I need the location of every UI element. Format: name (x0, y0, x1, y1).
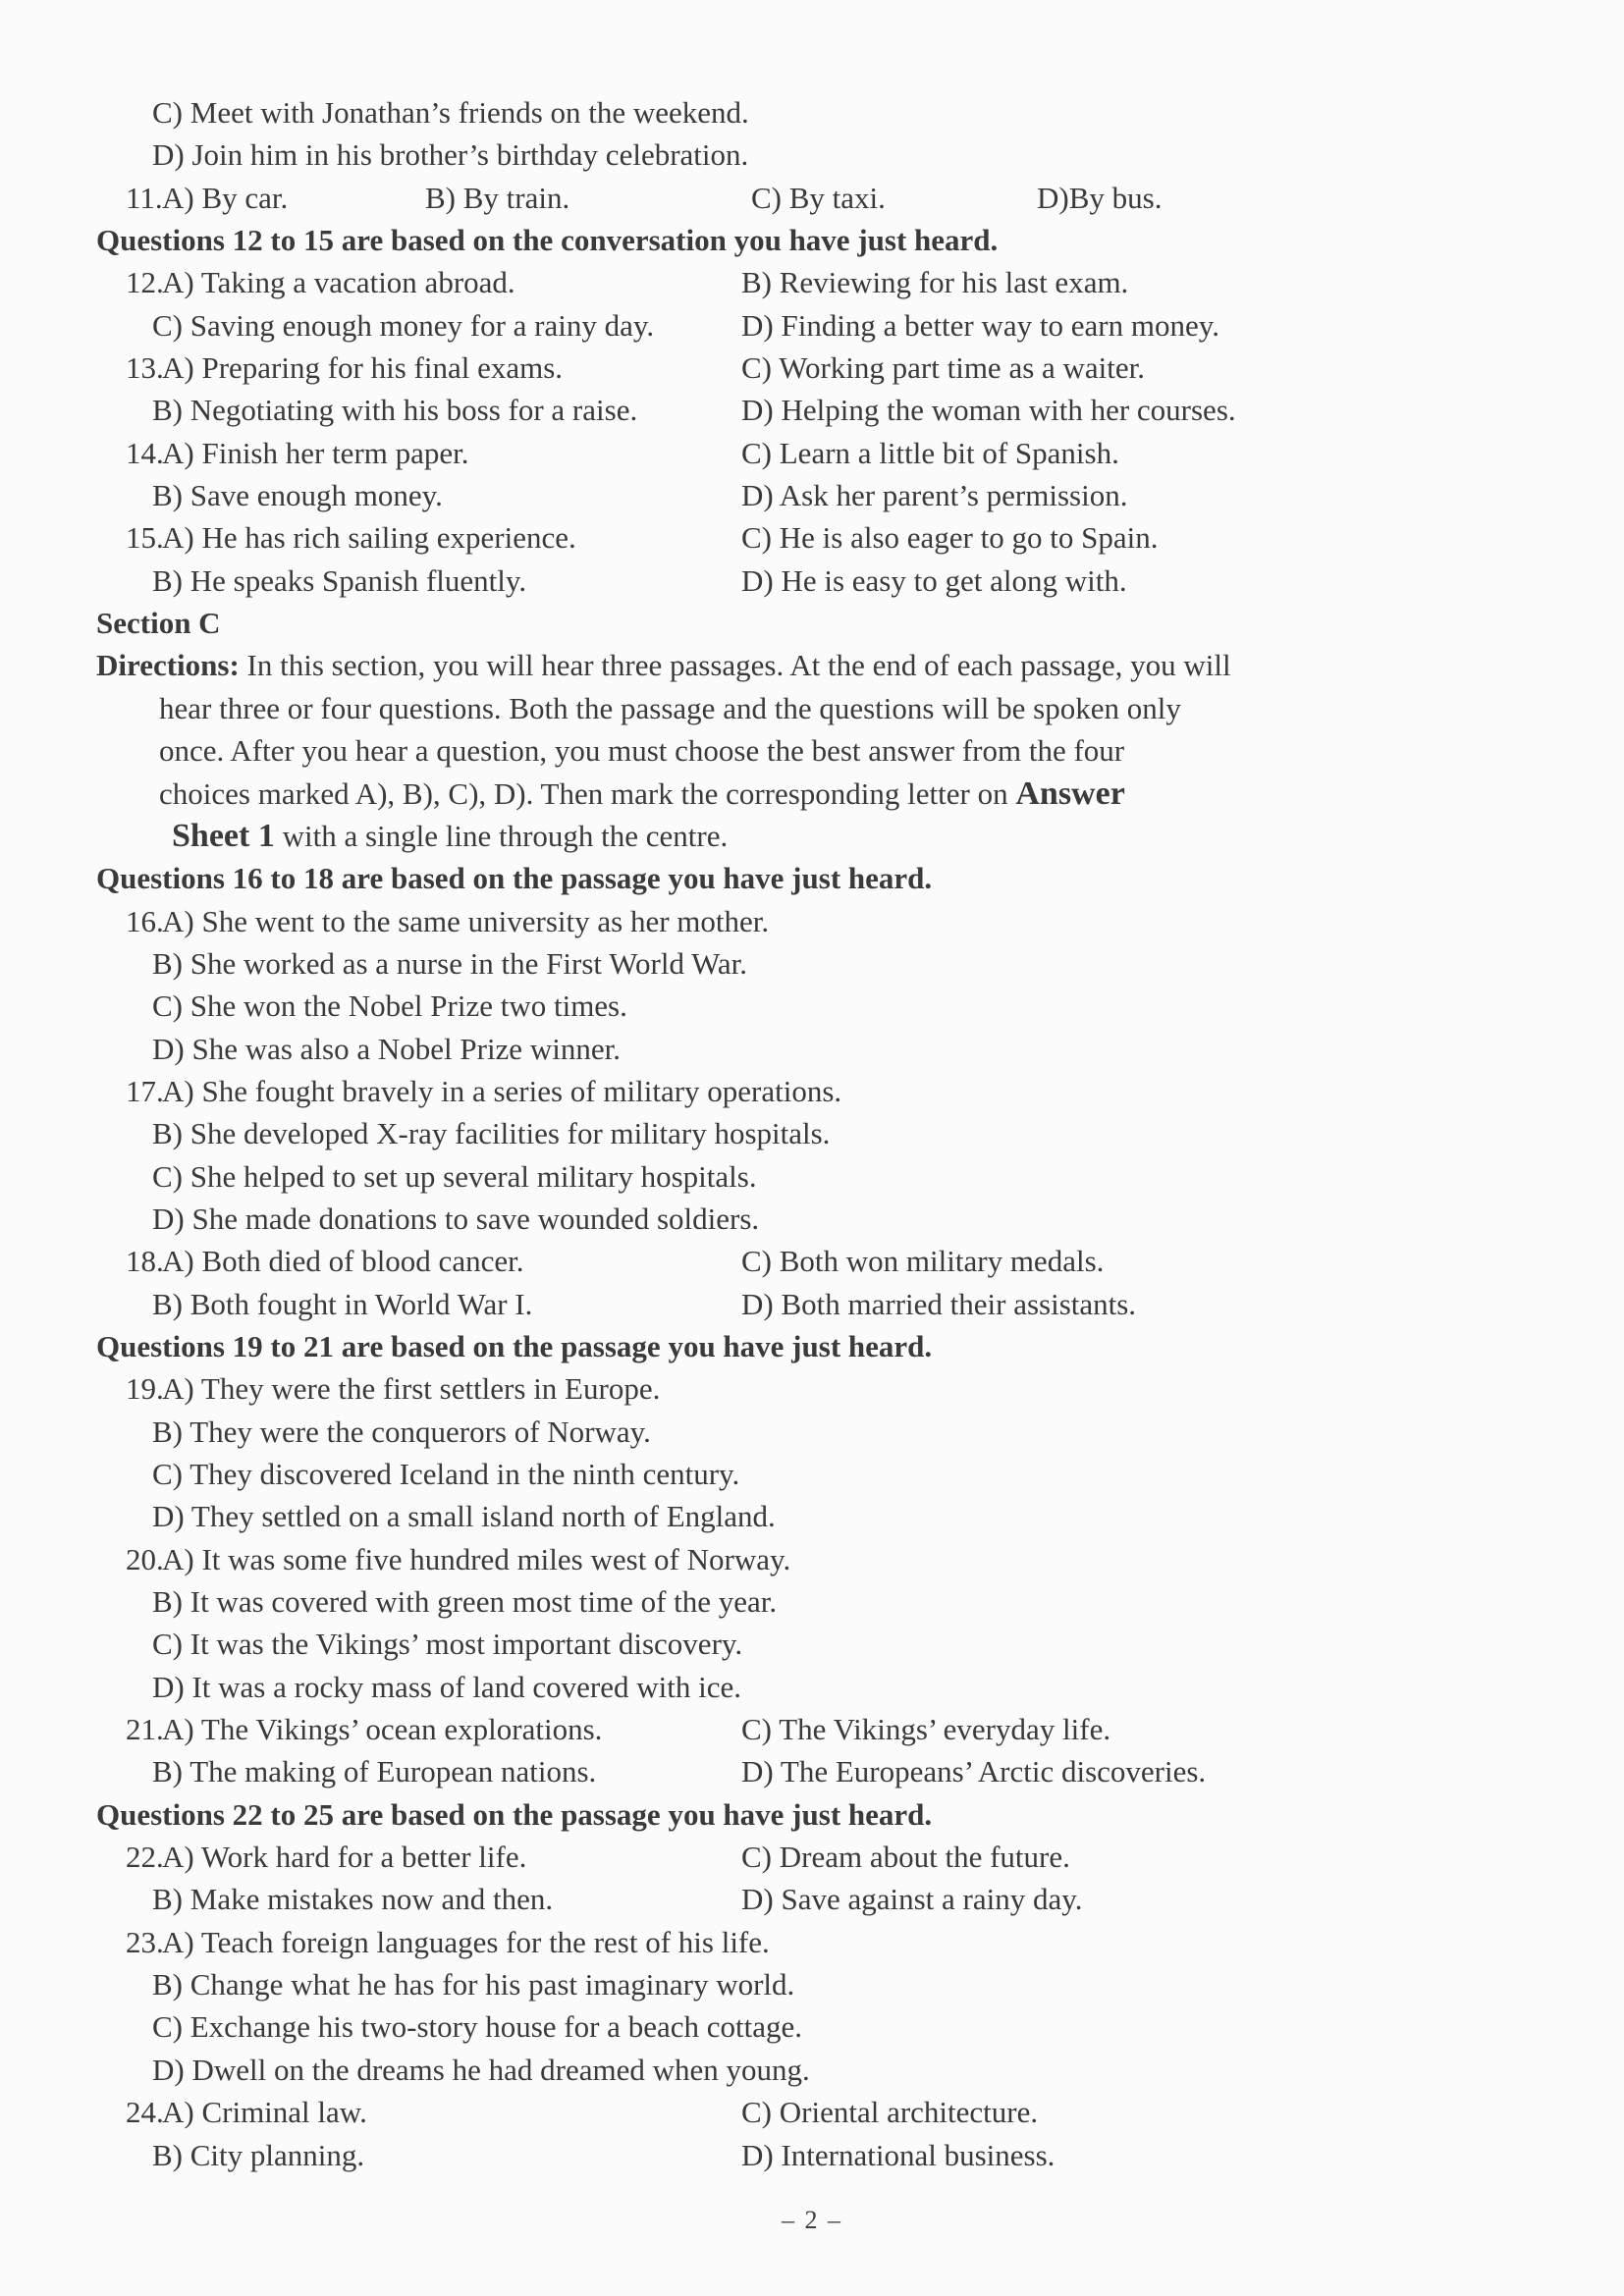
option-c: C) By taxi. (751, 180, 886, 215)
option-line (0, 1028, 1624, 1070)
option-right: C) Dream about the future. (741, 1840, 1070, 1875)
option-right: C) Oriental architecture. (741, 2095, 1039, 2130)
question-number: 23. (126, 1924, 164, 1959)
section-header: Questions 12 to 15 are based on the conversation you have just heard. (96, 223, 999, 258)
directions-text-segment: In this section, you will hear three passages. At the end of each passage, you will (239, 648, 1231, 683)
question-line (0, 2091, 1624, 2133)
question-number: 11. (126, 180, 163, 215)
directions-text (159, 773, 1125, 815)
option-right: C) He is also eager to go to Spain. (741, 520, 1159, 556)
option-left: B) She developed X-ray facilities for military hospitals. (152, 1116, 831, 1151)
option-left: A) Taking a vacation abroad. (162, 265, 515, 300)
option-line (0, 1453, 1624, 1495)
directions-text (159, 729, 1124, 772)
option-left: B) Both fought in World War I. (152, 1286, 533, 1321)
question-line (0, 1836, 1624, 1878)
option-left: A) Work hard for a better life. (162, 1840, 527, 1875)
option-left: A) Preparing for his final exams. (162, 350, 564, 386)
option-line (0, 1878, 1624, 1920)
option-line (0, 2005, 1624, 2048)
question-line (0, 261, 1624, 303)
question-line (0, 1538, 1624, 1580)
directions-bold-text: Answer (1015, 774, 1125, 812)
option-right: D) The Europeans’ Arctic discoveries. (741, 1754, 1207, 1789)
option-line (0, 133, 1624, 176)
option-left: B) City planning. (152, 2137, 365, 2172)
option-left: C) Saving enough money for a rainy day. (152, 307, 655, 343)
question-number: 20. (126, 1541, 164, 1576)
question-number: 24. (126, 2095, 164, 2130)
question-line (0, 1240, 1624, 1282)
option-line (0, 1963, 1624, 2005)
option-right: D) Finding a better way to earn money. (741, 307, 1219, 343)
option-left: C) She helped to set up several military hospitals. (152, 1158, 757, 1194)
question-line (0, 1921, 1624, 1963)
option-left: D) They settled on a small island north of England. (152, 1499, 776, 1534)
directions-line (0, 815, 1624, 857)
option-line (0, 304, 1624, 347)
section-header-line (0, 1325, 1624, 1367)
option-b: B) By train. (425, 180, 570, 215)
question-line (0, 1708, 1624, 1750)
option-left: D) Dwell on the dreams he had dreamed when young. (152, 2052, 810, 2087)
question-number: 22. (126, 1840, 164, 1875)
option-right: B) Reviewing for his last exam. (741, 265, 1129, 300)
question-line (0, 432, 1624, 474)
directions-bold-text: Sheet 1 (172, 817, 275, 854)
option-line (0, 1283, 1624, 1325)
section-header-line (0, 602, 1624, 644)
directions-text-segment: once. After you hear a question, you must choose the best answer from the four (159, 733, 1125, 769)
option-line (0, 942, 1624, 985)
option-line (0, 1198, 1624, 1240)
question-number: 19. (126, 1371, 164, 1407)
section-header-line (0, 219, 1624, 261)
option-left: B) Negotiating with his boss for a raise. (152, 393, 638, 428)
option-left: D) Join him in his brother’s birthday celebration. (152, 137, 749, 173)
option-left: B) He speaks Spanish fluently. (152, 562, 527, 598)
option-left: B) Save enough money. (152, 478, 443, 513)
question-line (0, 900, 1624, 942)
option-right: D) Helping the woman with her courses. (741, 393, 1236, 428)
option-left: D) It was a rocky mass of land covered with ice. (152, 1669, 741, 1704)
option-left: C) Meet with Jonathan’s friends on the weekend. (152, 95, 749, 130)
option-right: D) International business. (741, 2137, 1056, 2172)
option-left: A) The Vikings’ ocean explorations. (162, 1712, 603, 1747)
question-number: 21. (126, 1712, 164, 1747)
option-left: A) They were the first settlers in Europe. (162, 1371, 661, 1407)
option-a: A) By car. (162, 180, 289, 215)
option-line (0, 1112, 1624, 1154)
directions-text (96, 644, 1231, 686)
option-right: C) Learn a little bit of Spanish. (741, 435, 1119, 470)
question-number: 15. (126, 520, 164, 556)
option-right: C) The Vikings’ everyday life. (741, 1712, 1111, 1747)
option-right: D) Save against a rainy day. (741, 1882, 1083, 1917)
option-line (0, 1580, 1624, 1623)
directions-line (0, 644, 1624, 686)
option-left: C) It was the Vikings’ most important discovery. (152, 1627, 743, 1662)
option-left: C) She won the Nobel Prize two times. (152, 988, 627, 1024)
section-header-line (0, 857, 1624, 899)
directions-text (159, 687, 1181, 729)
page-number: – 2 – (782, 2206, 842, 2234)
option-left: A) He has rich sailing experience. (162, 520, 576, 556)
section-header-line (0, 1793, 1624, 1836)
option-right: C) Working part time as a waiter. (741, 350, 1146, 386)
section-header: Questions 16 to 18 are based on the passage you have just heard. (96, 861, 933, 896)
option-left: C) They discovered Iceland in the ninth century. (152, 1457, 740, 1491)
option-left: D) She was also a Nobel Prize winner. (152, 1031, 621, 1066)
option-left: A) She went to the same university as her mother. (162, 903, 770, 938)
question-line (0, 516, 1624, 559)
directions-line (0, 729, 1624, 772)
option-left: A) Both died of blood cancer. (162, 1244, 524, 1279)
option-left: D) She made donations to save wounded soldiers. (152, 1201, 760, 1236)
option-left: A) Teach foreign languages for the rest of his life. (162, 1924, 770, 1959)
option-line (0, 1750, 1624, 1792)
option-line (0, 1623, 1624, 1665)
question-number: 16. (126, 903, 164, 938)
option-left: C) Exchange his two-story house for a beach cottage. (152, 2009, 802, 2045)
question-number: 18. (126, 1244, 164, 1279)
option-line (0, 1155, 1624, 1198)
option-line (0, 985, 1624, 1027)
section-header: Questions 19 to 21 are based on the passage you have just heard. (96, 1328, 933, 1363)
directions-line (0, 773, 1624, 815)
directions-line (0, 687, 1624, 729)
option-left: B) Make mistakes now and then. (152, 1882, 554, 1917)
option-left: B) It was covered with green most time of the year. (152, 1584, 778, 1620)
option-line (0, 91, 1624, 133)
option-left: B) Change what he has for his past imaginary world. (152, 1967, 795, 2002)
section-header: Section C (96, 606, 221, 641)
question-line (0, 1367, 1624, 1410)
question-line-four-options (0, 177, 1624, 219)
directions-text-segment: with a single line through the centre. (274, 818, 729, 853)
option-line (0, 389, 1624, 431)
option-line (0, 2049, 1624, 2091)
option-right: D) Both married their assistants. (741, 1286, 1137, 1321)
option-left: A) Finish her term paper. (162, 435, 469, 470)
option-left: B) They were the conquerors of Norway. (152, 1414, 651, 1449)
option-left: A) Criminal law. (162, 2095, 367, 2130)
option-left: A) She fought bravely in a series of military operations. (162, 1073, 842, 1108)
section-header: Questions 22 to 25 are based on the passage you have just heard. (96, 1796, 933, 1832)
option-left: B) The making of European nations. (152, 1754, 597, 1789)
option-d: D)By bus. (1037, 180, 1163, 215)
option-right: D) He is easy to get along with. (741, 562, 1127, 598)
option-left: A) It was some five hundred miles west of Norway. (162, 1541, 791, 1576)
question-number: 14. (126, 435, 164, 470)
option-line (0, 560, 1624, 602)
directions-text-segment: choices marked A), B), C), D). Then mark the corresponding letter on (159, 775, 1016, 811)
directions-text-segment: hear three or four questions. Both the passage and the questions will be spoken only (159, 690, 1181, 725)
document-body (0, 91, 1624, 2176)
directions-bold-text: Directions: (96, 648, 240, 683)
option-right: C) Both won military medals. (741, 1244, 1105, 1279)
option-right: D) Ask her parent’s permission. (741, 478, 1128, 513)
question-number: 12. (126, 265, 164, 300)
option-line (0, 1495, 1624, 1537)
option-line (0, 1666, 1624, 1708)
option-left: B) She worked as a nurse in the First World War. (152, 945, 748, 981)
option-line (0, 1411, 1624, 1453)
directions-text (172, 815, 728, 857)
question-number: 13. (126, 350, 164, 386)
option-line (0, 474, 1624, 516)
option-line (0, 2134, 1624, 2176)
question-line (0, 1070, 1624, 1112)
question-number: 17. (126, 1073, 164, 1108)
question-line (0, 347, 1624, 389)
